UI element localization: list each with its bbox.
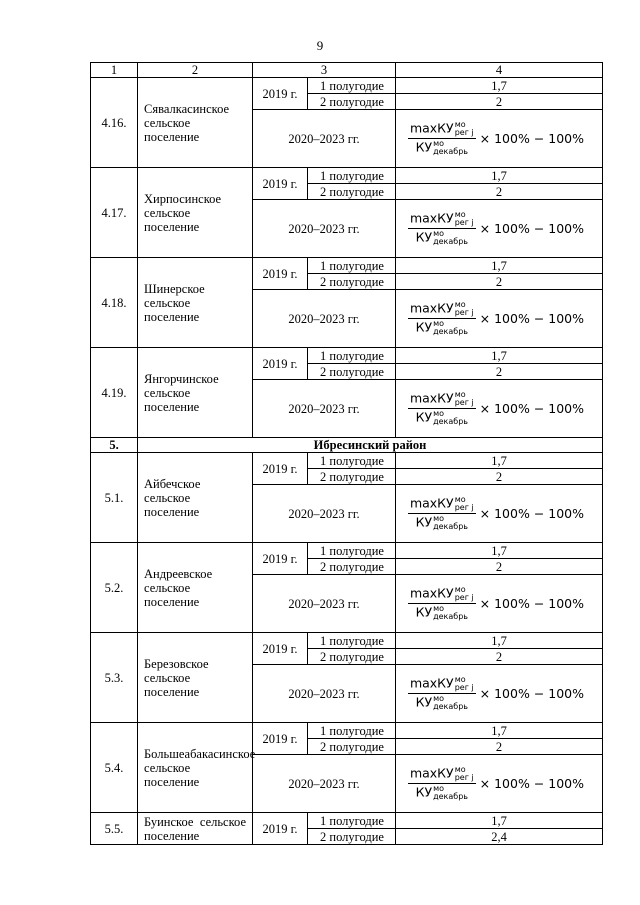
value-2: 2 (396, 274, 603, 290)
table-row (91, 813, 603, 829)
settlement-name: Буинское сельское поселение (138, 813, 253, 845)
formula-fraction (408, 496, 476, 531)
value-2: 2 (396, 739, 603, 755)
year-cell: 2019 г. (253, 78, 308, 110)
formula-denominator: КУ мо декабрь (415, 409, 469, 426)
table-row (91, 78, 603, 94)
formula (400, 766, 598, 801)
half-year-2: 2 полугодие (308, 184, 396, 200)
formula-denominator: КУ мо декабрь (415, 514, 469, 531)
half-year-2: 2 полугодие (308, 364, 396, 380)
table-row (91, 168, 603, 184)
value-1: 1,7 (396, 78, 603, 94)
formula-cell (396, 485, 603, 543)
settlement-name: Янгорчинское сельское поселение (138, 348, 253, 438)
formula-denominator: КУ мо декабрь (415, 604, 469, 621)
formula-cell (396, 200, 603, 258)
header-row (91, 63, 603, 78)
formula-tail: × 100% − 100% (479, 400, 584, 416)
formula-tail: × 100% − 100% (479, 505, 584, 521)
half-year-1: 1 полугодие (308, 813, 396, 829)
value-2: 2,4 (396, 829, 603, 845)
row-number: 4.16. (91, 78, 138, 168)
year-cell: 2019 г. (253, 348, 308, 380)
period-cell: 2020–2023 гг. (253, 665, 396, 723)
formula-fraction (408, 121, 476, 156)
formula-fraction (408, 676, 476, 711)
settlement-name: Айбечское сельское поселение (138, 453, 253, 543)
year-cell: 2019 г. (253, 813, 308, 845)
year-cell: 2019 г. (253, 453, 308, 485)
half-year-2: 2 полугодие (308, 739, 396, 755)
formula-denominator: КУ мо декабрь (415, 784, 469, 801)
header-col-1: 1 (91, 63, 138, 78)
formula (400, 676, 598, 711)
year-cell: 2019 г. (253, 258, 308, 290)
row-number: 5.1. (91, 453, 138, 543)
settlement-name: Шинерское сельское поселение (138, 258, 253, 348)
formula (400, 586, 598, 621)
formula-cell (396, 110, 603, 168)
table-row (91, 723, 603, 739)
section-number: 5. (91, 438, 138, 453)
settlement-name: Большеабакасинское сельское поселение (138, 723, 253, 813)
period-cell: 2020–2023 гг. (253, 755, 396, 813)
year-cell: 2019 г. (253, 633, 308, 665)
formula (400, 391, 598, 426)
period-cell: 2020–2023 гг. (253, 290, 396, 348)
settlement-name: Березовское сельское поселение (138, 633, 253, 723)
header-col-3: 3 (253, 63, 396, 78)
table-row (91, 633, 603, 649)
section-row (91, 438, 603, 453)
value-1: 1,7 (396, 813, 603, 829)
formula-cell (396, 755, 603, 813)
year-cell: 2019 г. (253, 168, 308, 200)
formula-denominator: КУ мо декабрь (415, 319, 469, 336)
formula-fraction (408, 211, 476, 246)
formula-denominator: КУ мо декабрь (415, 139, 469, 156)
formula-tail: × 100% − 100% (479, 220, 584, 236)
settlement-name: Андреевское сельское поселение (138, 543, 253, 633)
formula-tail: × 100% − 100% (479, 595, 584, 611)
formula-cell (396, 380, 603, 438)
row-number: 4.19. (91, 348, 138, 438)
table-row (91, 543, 603, 559)
formula-fraction (408, 301, 476, 336)
formula-denominator: КУ мо декабрь (415, 694, 469, 711)
value-2: 2 (396, 364, 603, 380)
header-col-4: 4 (396, 63, 603, 78)
formula-numerator: maxКУ мо рег j (409, 120, 474, 137)
value-2: 2 (396, 559, 603, 575)
value-1: 1,7 (396, 258, 603, 274)
formula (400, 121, 598, 156)
value-1: 1,7 (396, 453, 603, 469)
half-year-2: 2 полугодие (308, 829, 396, 845)
formula-tail: × 100% − 100% (479, 775, 584, 791)
settlement-name: Сявалкасинское сельское поселение (138, 78, 253, 168)
row-number: 5.4. (91, 723, 138, 813)
half-year-2: 2 полугодие (308, 649, 396, 665)
period-cell: 2020–2023 гг. (253, 485, 396, 543)
value-2: 2 (396, 649, 603, 665)
row-number: 4.17. (91, 168, 138, 258)
table-row (91, 348, 603, 364)
row-number: 5.2. (91, 543, 138, 633)
table-row (91, 258, 603, 274)
row-number: 4.18. (91, 258, 138, 348)
header-col-2: 2 (138, 63, 253, 78)
formula (400, 496, 598, 531)
value-1: 1,7 (396, 723, 603, 739)
formula-fraction (408, 586, 476, 621)
formula-tail: × 100% − 100% (479, 310, 584, 326)
half-year-1: 1 полугодие (308, 168, 396, 184)
formula (400, 211, 598, 246)
formula-numerator: maxКУ мо рег j (409, 675, 474, 692)
table-row (91, 453, 603, 469)
formula-cell (396, 665, 603, 723)
value-2: 2 (396, 184, 603, 200)
period-cell: 2020–2023 гг. (253, 575, 396, 633)
value-1: 1,7 (396, 633, 603, 649)
half-year-2: 2 полугодие (308, 469, 396, 485)
formula-numerator: maxКУ мо рег j (409, 300, 474, 317)
section-title: Ибресинский район (138, 438, 603, 453)
formula-numerator: maxКУ мо рег j (409, 585, 474, 602)
formula-cell (396, 290, 603, 348)
formula-tail: × 100% − 100% (479, 130, 584, 146)
half-year-2: 2 полугодие (308, 559, 396, 575)
formula-tail: × 100% − 100% (479, 685, 584, 701)
half-year-2: 2 полугодие (308, 94, 396, 110)
settlement-name: Хирпосинское сельское поселение (138, 168, 253, 258)
half-year-1: 1 полугодие (308, 258, 396, 274)
formula-numerator: maxКУ мо рег j (409, 495, 474, 512)
formula-fraction (408, 391, 476, 426)
row-number: 5.3. (91, 633, 138, 723)
half-year-1: 1 полугодие (308, 543, 396, 559)
formula-cell (396, 575, 603, 633)
formula-numerator: maxКУ мо рег j (409, 765, 474, 782)
half-year-1: 1 полугодие (308, 633, 396, 649)
period-cell: 2020–2023 гг. (253, 380, 396, 438)
formula-denominator: КУ мо декабрь (415, 229, 469, 246)
half-year-1: 1 полугодие (308, 723, 396, 739)
value-2: 2 (396, 94, 603, 110)
year-cell: 2019 г. (253, 543, 308, 575)
page-number: 9 (316, 38, 324, 53)
value-2: 2 (396, 469, 603, 485)
row-number: 5.5. (91, 813, 138, 845)
half-year-2: 2 полугодие (308, 274, 396, 290)
value-1: 1,7 (396, 168, 603, 184)
half-year-1: 1 полугодие (308, 453, 396, 469)
value-1: 1,7 (396, 348, 603, 364)
period-cell: 2020–2023 гг. (253, 200, 396, 258)
formula-numerator: maxКУ мо рег j (409, 390, 474, 407)
half-year-1: 1 полугодие (308, 78, 396, 94)
year-cell: 2019 г. (253, 723, 308, 755)
tariff-table (90, 62, 603, 845)
value-1: 1,7 (396, 543, 603, 559)
formula (400, 301, 598, 336)
period-cell: 2020–2023 гг. (253, 110, 396, 168)
formula-numerator: maxКУ мо рег j (409, 210, 474, 227)
half-year-1: 1 полугодие (308, 348, 396, 364)
formula-fraction (408, 766, 476, 801)
